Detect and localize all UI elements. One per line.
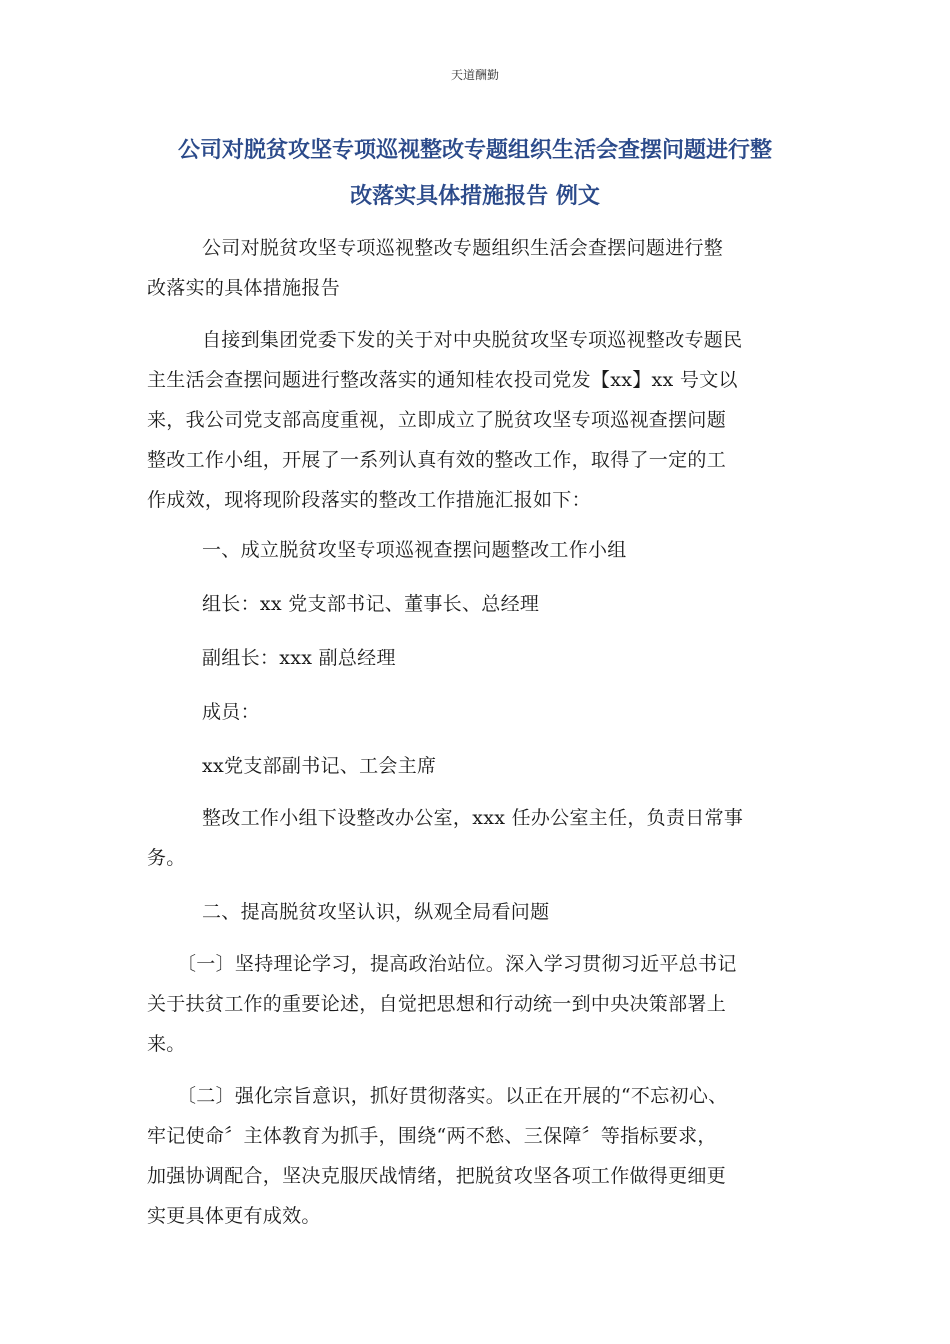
- paragraph-line: 牢记使命〞主体教育为抓手，围绕“两不愁、三保障〞等指标要求，: [147, 1125, 717, 1147]
- paragraph-line: 改落实的具体措施报告: [147, 277, 341, 299]
- title-line-1: 公司对脱贫攻坚专项巡视整改专题组织生活会查摆问题进行整: [177, 138, 772, 163]
- header-watermark-text: 天道酬勤: [450, 68, 499, 82]
- paragraph-line: 〔二〕强化宗旨意识，抓好贯彻落实。以正在开展的“不忘初心、: [177, 1085, 728, 1107]
- title-line-2: 改落实具体措施报告 例文: [350, 184, 600, 209]
- item-2-paragraph: [147, 1076, 807, 1236]
- paragraph-line: 整改工作小组，开展了一系列认真有效的整改工作，取得了一定的工: [147, 449, 727, 471]
- office-paragraph: [147, 798, 807, 878]
- heading-text: 一、成立脱贫攻坚专项巡视查摆问题整改工作小组: [202, 539, 627, 561]
- deputy-text: 副组长：xxx 副总经理: [202, 647, 396, 669]
- section-heading-2: [147, 892, 807, 932]
- paragraph-line: 来。: [147, 1033, 186, 1055]
- heading-text: 二、提高脱贫攻坚认识，纵观全局看问题: [202, 901, 550, 923]
- members-label-text: 成员：: [202, 701, 260, 723]
- paragraph-line: 公司对脱贫攻坚专项巡视整改专题组织生活会查摆问题进行整: [202, 237, 724, 259]
- document-title: [140, 128, 810, 220]
- paragraph-line: 来，我公司党支部高度重视，立即成立了脱贫攻坚专项巡视查摆问题: [147, 409, 727, 431]
- members-label: [147, 692, 807, 732]
- paragraph-line: 主生活会查摆问题进行整改落实的通知桂农投司党发【xx】xx 号文以: [147, 369, 738, 391]
- leader-text: 组长：xx 党支部书记、董事长、总经理: [202, 593, 540, 615]
- item-1-paragraph: [147, 944, 807, 1064]
- leader-line: [147, 584, 807, 624]
- deputy-line: [147, 638, 807, 678]
- paragraph-line: 作成效，现将现阶段落实的整改工作措施汇报如下：: [147, 489, 591, 511]
- member-line: [147, 746, 807, 786]
- paragraph-line: 自接到集团党委下发的关于对中央脱贫攻坚专项巡视整改专题民: [202, 329, 743, 351]
- member-text: xx党支部副书记、工会主席: [202, 755, 437, 777]
- paragraph-line: 关于扶贫工作的重要论述，自觉把思想和行动统一到中央决策部署上: [147, 993, 727, 1015]
- paragraph-line: 加强协调配合，坚决克服厌战情绪，把脱贫攻坚各项工作做得更细更: [147, 1165, 727, 1187]
- subtitle-paragraph: [147, 228, 807, 308]
- intro-paragraph: [147, 320, 807, 520]
- paragraph-line: 务。: [147, 847, 186, 869]
- paragraph-line: 整改工作小组下设整改办公室，xxx 任办公室主任，负责日常事: [202, 807, 744, 829]
- paragraph-line: 〔一〕坚持理论学习，提高政治站位。深入学习贯彻习近平总书记: [177, 953, 737, 975]
- paragraph-line: 实更具体更有成效。: [147, 1205, 321, 1227]
- section-heading-1: [147, 530, 807, 570]
